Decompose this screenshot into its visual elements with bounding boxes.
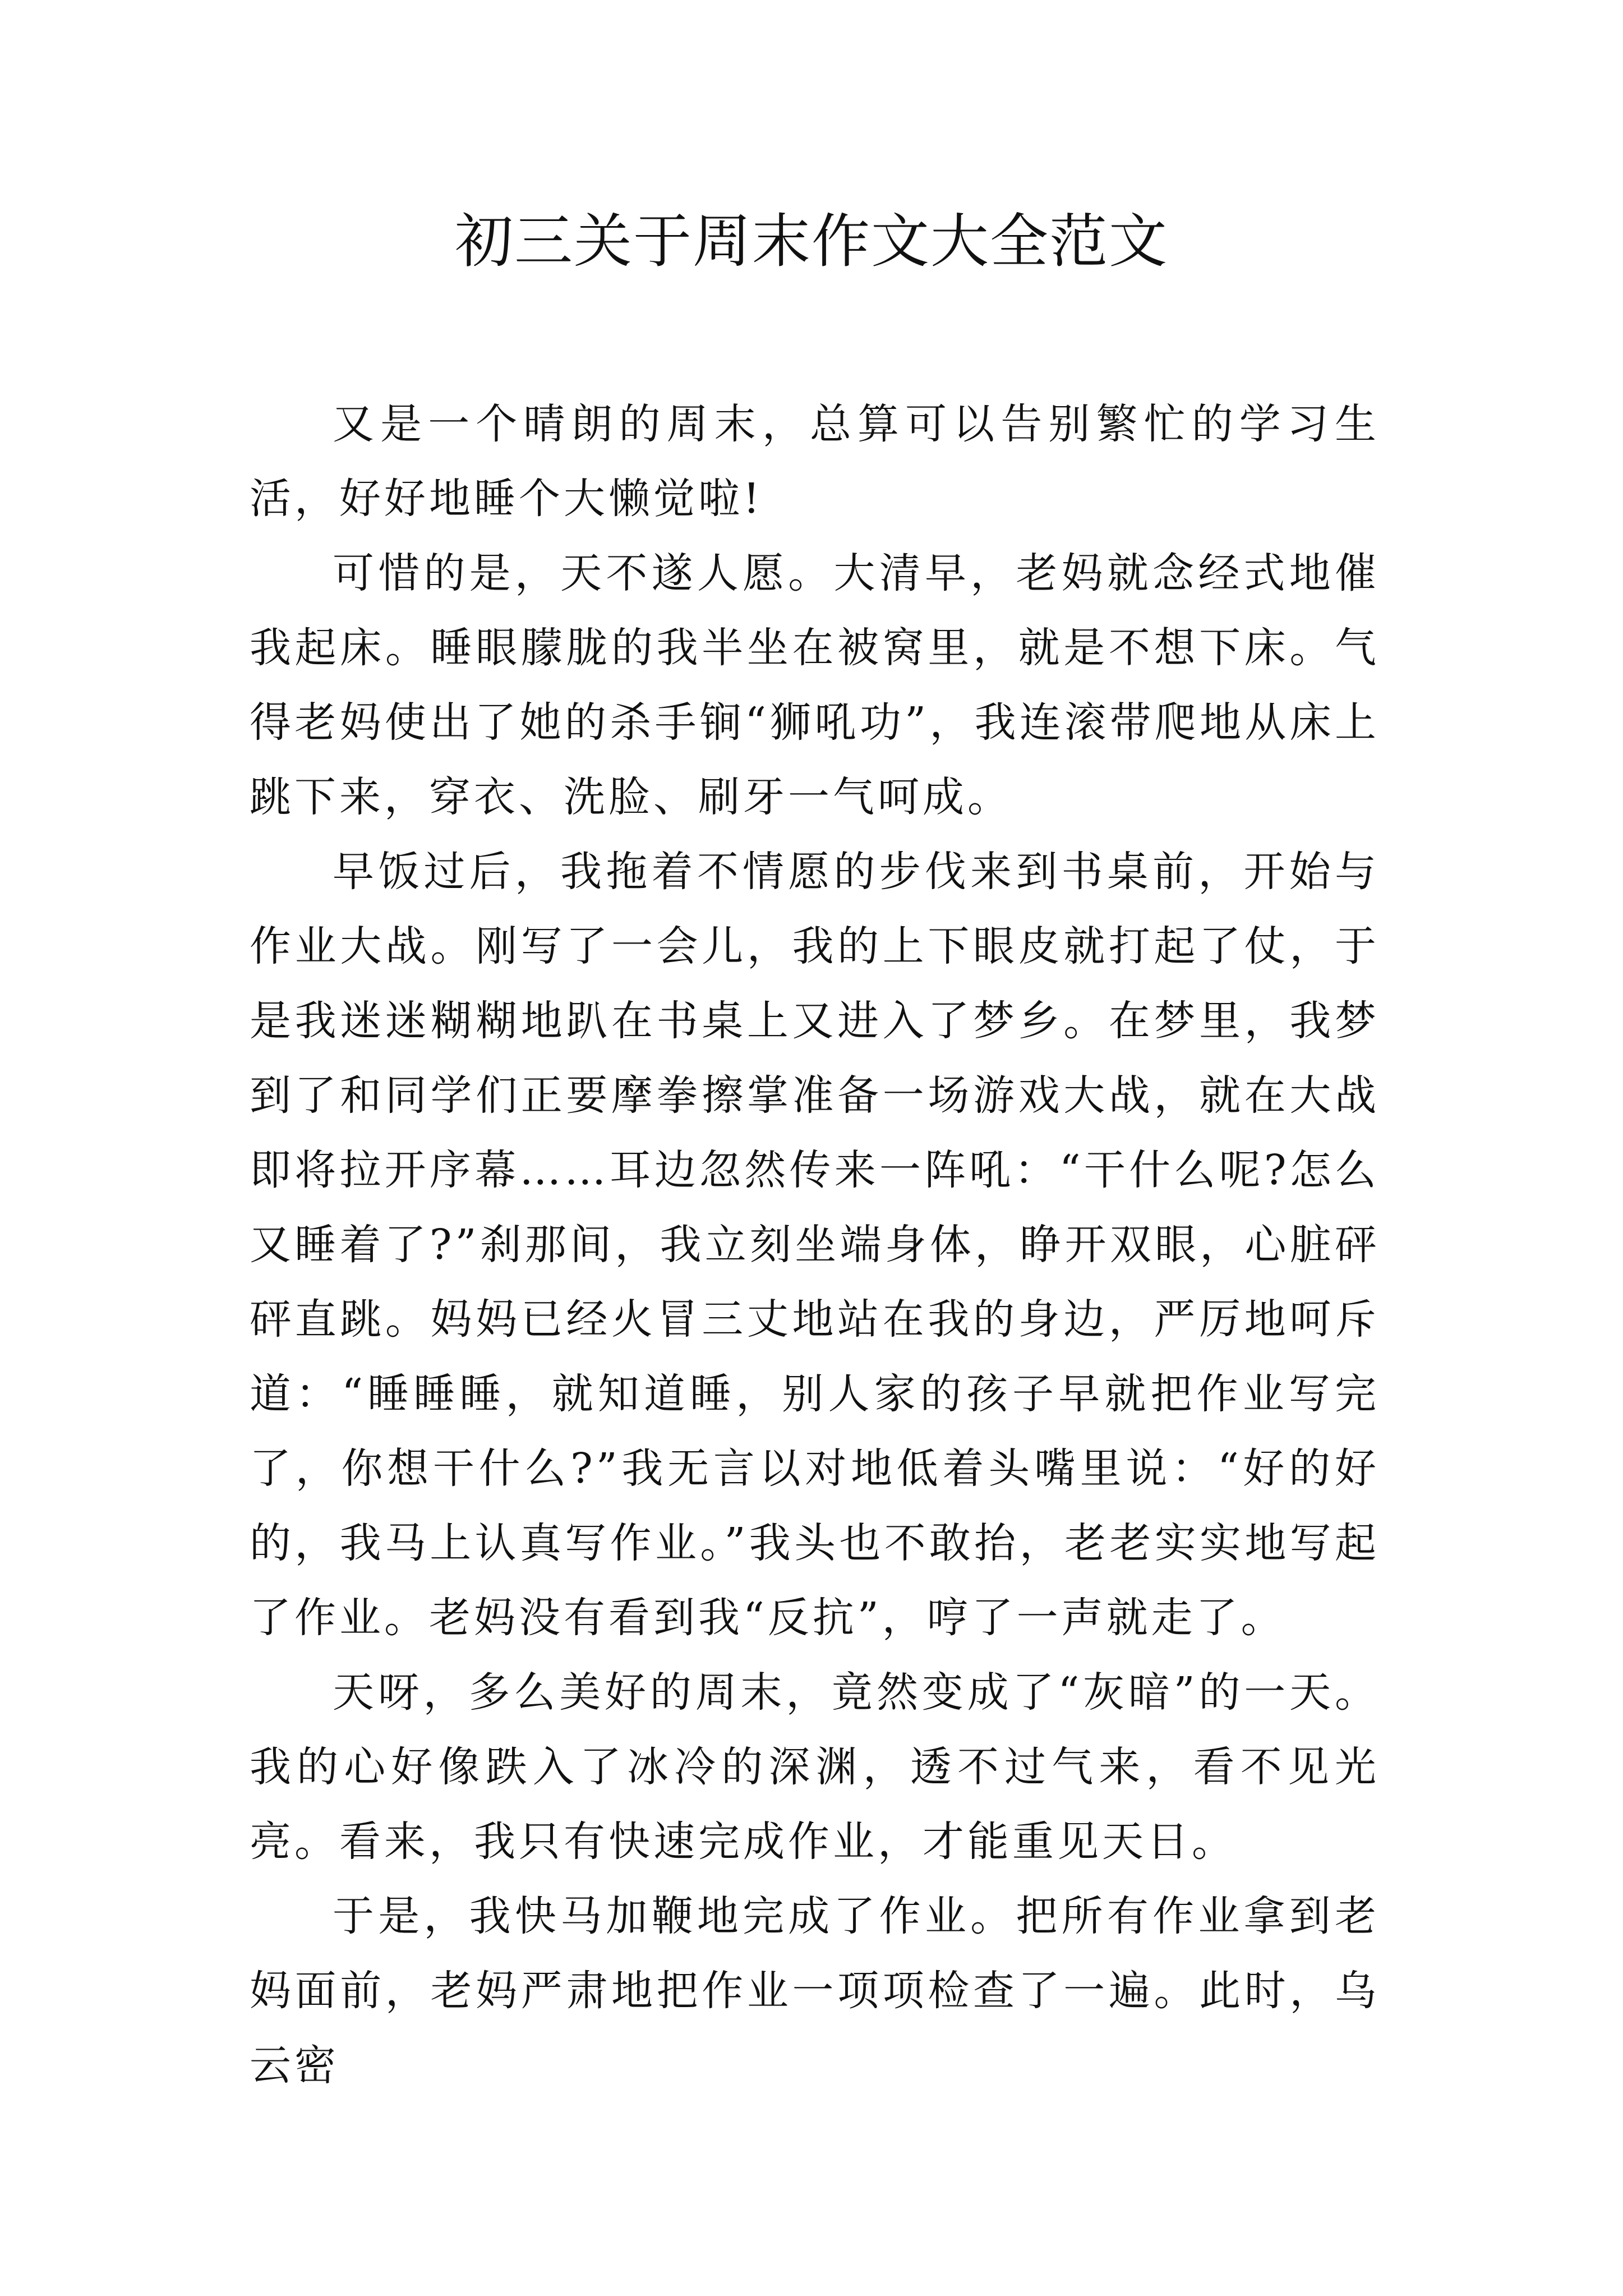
paragraph: 于是，我快马加鞭地完成了作业。把所有作业拿到老妈面前，老妈严肃地把作业一项项检查了一遍。此时，乌云密 [250,1892,1380,2090]
paragraph: 又是一个晴朗的周末，总算可以告别繁忙的学习生活，好好地睡个大懒觉啦! [250,400,1380,523]
paragraph: 可惜的是，天不遂人愿。大清早，老妈就念经式地催我起床。睡眼朦胧的我半坐在被窝里，就是不想下床。气得老妈使出了她的杀手锏“狮吼功”，我连滚带爬地从床上跳下来，穿衣、洗脸、刷牙一气呵成。 [250,549,1380,821]
document-title: 初三关于周末作文大全范文 [454,207,1168,275]
paragraph: 早饭过后，我拖着不情愿的步伐来到书桌前，开始与作业大战。刚写了一会儿，我的上下眼皮就打起了仗，于是我迷迷糊糊地趴在书桌上又进入了梦乡。在梦里，我梦到了和同学们正要摩拳擦掌准备一场游戏大战，就在大战即将拉开序幕……耳边忽然传来一阵吼：“干什么呢?怎么又睡着了?”刹那间，我立刻坐端身体，睁开双眼，心脏砰砰直跳。妈妈已经火冒三丈地站在我的身边，严厉地呵斥道：“睡睡睡，就知道睡，别人家的孩子早就把作业写完了，你想干什么?”我无言以对地低着头嘴里说：“好的好的，我马上认真写作业。”我头也不敢抬，老老实实地写起了作业。老妈没有看到我“反抗”，哼了一声就走了。 [250,848,1380,1642]
paragraph: 天呀，多么美好的周末，竟然变成了“灰暗”的一天。我的心好像跌入了冰冷的深渊，透不过气来，看不见光亮。看来，我只有快速完成作业，才能重见天日。 [250,1668,1380,1866]
document-body [250,387,1380,2103]
